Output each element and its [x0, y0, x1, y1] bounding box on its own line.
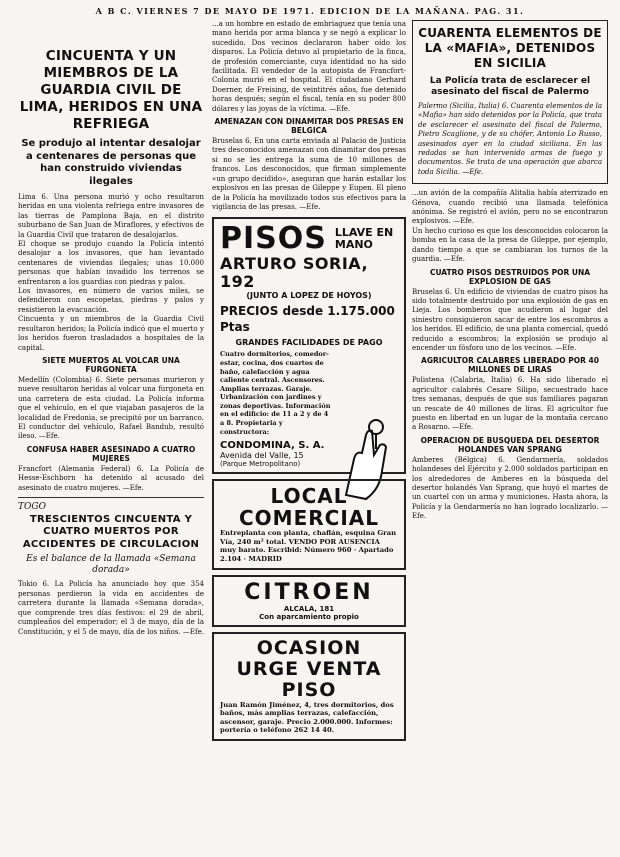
box-mafia — [412, 20, 608, 184]
subhead-mafia: La Policía trata de esclarecer el asesinato del fiscal de Palermo — [429, 76, 591, 97]
subhead-furgoneta: SIETE MUERTOS AL VOLCAR UNA FURGONETA — [42, 355, 180, 374]
headline-guardia-civil: CINCUENTA Y UN MIEMBROS DE LA GUARDIA CIVIL DE LIMA, HERIDOS EN UNA REFRIEGA — [19, 48, 203, 132]
dateline-togo: TOGO — [18, 501, 46, 512]
column-left — [18, 48, 204, 848]
story-bruselas: Bruselas 6. En una carta enviada al Palacio de Justicia tres desconocidos amenazan con dinamitar dos presas si no se les entrega la suma de 10 millones de francos. Los desconocidos, que firman simplemente «un grupo decidido», aseguran que harán estallar los explosivos en las presas de Gileppe y Eupen. El pleno de la Policía ha movilizado todos sus efectivos para la vigilancia de las presas. —Efe. — [212, 137, 406, 211]
ad-pisos-title: PISOS — [220, 221, 327, 257]
subhead-semana-dorada: Es el balance de la llamada «Semana dorada» — [26, 554, 196, 576]
subhead-asesinato: CONFUSA HABER ASESINADO A CUATRO MUJERES — [26, 444, 196, 463]
ad-citroen-note: Con aparcamiento propio — [259, 612, 359, 621]
ad-pisos-parque: (Parque Metropolitano) — [220, 460, 301, 469]
ad-ocasion-title: OCASION — [256, 636, 362, 659]
ad-pisos — [212, 217, 406, 474]
ad-pisos-grandes: GRANDES FACILIDADES DE PAGO — [235, 338, 383, 348]
story-lima-p2: El choque se produjo cuando la Policía intentó desalojar a los invasores, que han levantado centenares de viviendas ilegales; unas 10.000 personas que habían invadido los terrenos se enfrentaron a los guardias con piedras y palos. — [18, 240, 204, 286]
story-francfort-top: ...a un hombre en estado de embriaguez que tenía una mano herida por arma blanca y se negó a explicar lo sucedido. Dos vecinos declararon haber oído los disparos. La Policía detuvo al propietario de la finca, de profesión comerciante, cuya identidad no ha sido facilitada. El vendedor de la autopista de Francfort-Colonia murió en el hospital. El ciudadano Gerhard Doerner, de Freising, de veintitrés años, fue detenido horas después; según el fiscal, tenía en su poder 800 dólares y las joyas de la víctima. —Efe. — [212, 20, 406, 113]
story-medellin: Medellín (Colombia) 6. Siete personas murieron y nueve resultaron heridas al volcar una furgoneta en una carretera de esta ciudad. La Policía informa que el vehículo, en el que viajaban pasajeros de la localidad de Fredonia, se precipitó por un barranco. El conductor del vehículo, Rafael Bandub, resultó ileso. —Efe. — [18, 375, 204, 441]
ad-pisos-body: Cuatro dormitorios, comedor-estar, cocina, dos cuartos de baño, calefacción y agua caliente central. Ascensores. Amplias terrazas. Garaje. Urbanización con jardines y zonas deportivas. Información en el edificio: de 11 a 2 y de 4 a 8. Propietaria y constructora: — [220, 350, 331, 436]
story-tokio: Tokio 6. La Policía ha anunciado hoy que 354 personas perdieron la vida en accidentes de carretera durante la llamada «Semana dorada», que comprende tres días festivos: el 29 de abril, cumpleaños del emperador; el 3 de mayo, día de la Constitución, y el 5 de mayo, día de los niños. —Efe. — [18, 580, 204, 636]
story-lima-p3: Los invasores, en número de varios miles, se defendieron con escopetas, piedras y palos y resistieron la evacuación. — [18, 287, 204, 314]
subhead-calabres: AGRICULTOR CALABRES LIBERADO POR 40 MILLONES DE LIRAS — [421, 356, 599, 375]
ad-pisos-precios: PRECIOS desde 1.175.000 Ptas — [220, 304, 395, 335]
subhead-guardia-civil: Se produjo al intentar desalojar a centenares de personas que han construido viviendas ilegales — [21, 138, 201, 187]
ad-ocasion-subtitle: URGE VENTA PISO — [236, 657, 382, 701]
story-genova: ...un avión de la compañía Alitalia había aterrizado en Génova, cuando recibió una llamada telefónica anónima. Se registró el avión, pero no se encontraron explosivos. —Efe. — [412, 189, 608, 226]
story-explosion: Bruselas 6. Un edificio de viviendas de cuatro pisos ha sido totalmente destruido por una explosión de gas en Lieja. Los bomberos que acudieron al lugar del siniestro consiguieron sacar de entre los escombros a los heridos. El edificio, de una planta comercial, quedó reducido a escombros; la explosión se produjo al encender un fósforo uno de los vecinos. —Efe. — [412, 287, 608, 352]
ad-pisos-junto: (JUNTO A LOPEZ DE HOYOS) — [246, 291, 372, 301]
headline-accidentes: TRESCIENTOS CINCUENTA Y CUATRO MUERTOS POR ACCIDENTES DE CIRCULACION — [22, 513, 200, 550]
story-lima-p1: Lima 6. Una persona murió y ocho resultaron heridas en una violenta refriega entre invasores de las tierras de Pamplona Baja, en el distrito suburbano de San Juan de Miraflores, y efectivos de la Guardia Civil que trataron de desalojarlos. — [18, 193, 204, 239]
story-lima-p4: Cincuenta y un miembros de la Guardia Civil resultaron heridos; la Policía indicó que el muerto y los heridos fueron trasladados a hospitales de la capital. — [18, 315, 204, 352]
subhead-explosion: CUATRO PISOS DESTRUIDOS POR UNA EXPLOSION DE GAS — [429, 267, 591, 286]
divider — [18, 497, 204, 498]
ad-citroen-address: ALCALA, 181 — [283, 604, 335, 613]
story-francfort: Francfort (Alemania Federal) 6. La Policía de Hesse-Eschborn ha detenido al acusado del asesinato de cuatro mujeres. —Efe. — [18, 464, 204, 492]
ad-local-comercial — [212, 479, 406, 569]
ad-pisos-address: ARTURO SORIA, 192 — [220, 254, 369, 292]
story-gileppe: Un hecho curioso es que los desconocidos colocaron la bomba en la casa de la presa de Gileppe, por ejemplo, dando tiempo a que se cambiaran los turnos de la guardia. —Efe. — [412, 226, 608, 264]
ad-local-title: LOCAL COMERCIAL — [239, 484, 379, 531]
ad-citroen-title: CITROEN — [244, 579, 374, 605]
ad-pisos-company: CONDOMINA, S. A. — [220, 440, 325, 452]
ad-pisos-avenida: Avenida del Valle, 15 — [220, 451, 304, 461]
subhead-desertor: OPERACION DE BUSQUEDA DEL DESERTOR HOLANDES VAN SPRANG — [420, 435, 600, 454]
page-header: A B C. VIERNES 7 DE MAYO DE 1971. EDICION DE LA MAÑANA. PAG. 31. — [95, 6, 525, 16]
ad-ocasion-body: Juan Ramón Jiménez, 4, tres dormitorios, dos baños, más amplias terrazas, calefacción, ascensor, garaje. Precio 2.000.000. Informes: portería o teléfono 262 14 40. — [220, 700, 394, 735]
ad-ocasion — [212, 632, 406, 741]
story-calabres: Polistena (Calabria, Italia) 6. Ha sido liberado el agricultor calabrés Cesare Silipo, secuestrado hace tres semanas, después de que sus familiares pagaran un rescate de 40 millones de liras. El agricultor fue puesto en libertad en un lugar de la montaña cercano a Rosarno. —Efe. — [412, 376, 608, 432]
headline-mafia: CUARENTA ELEMENTOS DE LA «MAFIA», DETENIDOS EN SICILIA — [418, 26, 602, 70]
ad-pisos-llave: LLAVE EN MANO — [334, 226, 394, 252]
column-right — [412, 20, 608, 848]
subhead-presas: AMENAZAN CON DINAMITAR DOS PRESAS EN BELGICA — [214, 117, 404, 136]
column-middle — [212, 20, 406, 848]
story-amberes: Amberes (Bélgica) 6. Gendarmería, soldados holandeses del Ejército y 2.000 soldados participan en los alrededores de Amberes en la búsqueda del desertor holandés Van Sprang, que huyó el martes de un cuartel con un arma y municiones. Hasta ahora, la Policía y la Gendarmería no han logrado localizarlo. —Efe. — [412, 455, 608, 521]
ad-local-body: Entreplanta con planta, chaflán, esquina Gran Vía, 240 m² total. VENDO POR AUSENCIA muy barato. Escribid: Número 960 · Apartado 2.104 · MADRID — [220, 529, 397, 564]
ad-citroen — [212, 575, 406, 627]
story-palermo: Palermo (Sicilia, Italia) 6. Cuarenta elementos de la «Mafia» han sido detenidos por la Policía, que trata de esclarecer el asesinato del fiscal de Palermo, Pietro Scaglione, y de su chófer, Antonio Lo Russo, asesinados ayer en la ciudad siciliana. En las redadas se han intervenido armas de fuego y documentos. Se trata de una operación que abarca toda Sicilia. —Efe. — [418, 102, 602, 176]
